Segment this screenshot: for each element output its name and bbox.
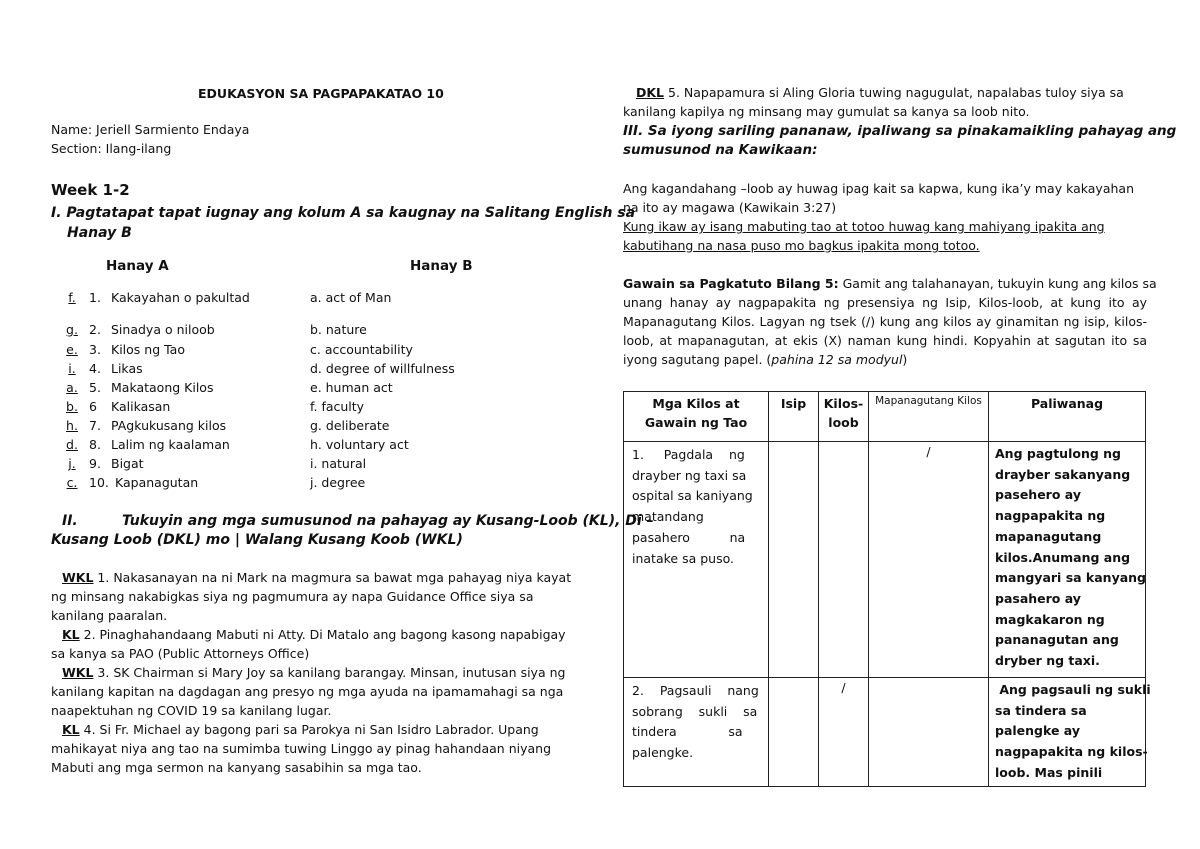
part2-item-line — [636, 85, 1124, 100]
part2-roman: II. — [62, 513, 78, 529]
cell-line: loob. Mas pinili — [995, 764, 1103, 780]
match-row — [55, 437, 311, 452]
gawain-line5 — [623, 352, 907, 367]
match-number: 4. — [89, 361, 101, 376]
part2-answer: KL — [62, 722, 80, 737]
hanay-b-item: e. human act — [310, 380, 393, 395]
kawikaan-answer-cont: kabutihang na nasa puso mo bagkus ipakita mong totoo. — [623, 238, 980, 253]
gawain-page-ref: pahina 12 sa modyul — [771, 352, 903, 367]
hanay-b-item: c. accountability — [310, 342, 413, 357]
header-mapanagutang: Mapanagutang Kilos — [869, 392, 989, 442]
part2-instruction: Tukuyin ang mga sumusunod na pahayag ay Kusang-Loob (KL), Di – — [122, 513, 654, 529]
match-row — [55, 290, 311, 305]
gawain-first-line — [623, 276, 1157, 291]
part2-text-cont: kanilang kapilya ng minsang may gumulat sa kanya sa loob nito. — [623, 104, 1030, 119]
row2-kilosloob: / — [819, 678, 869, 787]
gawain-line4: loob, at mapanagutan, at ekis (X) naman kung hindi. Kopyahin at sagutan ito sa — [623, 333, 1147, 348]
part2-text-cont: naapektuhan ng COVID 19 sa kanilang lugar. — [51, 703, 332, 718]
cell-line: ospital sa kaniyang — [632, 488, 753, 504]
cell-line: 2. Pagsauli nang — [632, 683, 759, 698]
match-row — [55, 475, 315, 490]
page-title: EDUKASYON SA PAGPAPAKATAO 10 — [198, 86, 444, 101]
hanay-a-item: Likas — [111, 361, 143, 376]
part2-text-cont: ng minsang nakabigkas siya ng pagmumura ay napa Guidance Office siya sa — [51, 589, 534, 604]
cell-line: matandang — [632, 509, 704, 525]
part2-text: 3. SK Chairman si Mary Joy sa kanilang barangay. Minsan, inutusan siya ng — [93, 665, 566, 680]
match-row — [55, 322, 311, 337]
kawikaan-answer: Kung ikaw ay isang mabuting tao at totoo huwag kang mahiyang ipakita ang — [623, 219, 1105, 234]
cell-line: sa tindera sa — [995, 702, 1087, 718]
table-header-row — [624, 392, 1146, 442]
header-kilos: Mga Kilos at Gawain ng Tao — [624, 392, 769, 442]
row2-isip — [769, 678, 819, 787]
part2-item-line — [62, 665, 565, 680]
student-name: Name: Jeriell Sarmiento Endaya — [51, 122, 250, 137]
part2-text: 5. Napapamura si Aling Gloria tuwing nagugulat, napalabas tuloy siya sa — [664, 85, 1124, 100]
part2-text-cont: mahikayat niya ang tao na sumimba tuwing Linggo ay pinag hahandaan niyang — [51, 741, 551, 756]
match-number: 6 — [89, 399, 97, 414]
table-row — [624, 678, 1146, 787]
match-answer: a. — [66, 380, 78, 395]
part3-instruction-cont: sumusunod na Kawikaan: — [623, 142, 818, 158]
header-isip: Isip — [769, 392, 819, 442]
hanay-b-item: d. degree of willfulness — [310, 361, 455, 376]
cell-line: pasehero ay — [995, 487, 1081, 503]
hanay-a-item: Lalim ng kaalaman — [111, 437, 230, 452]
match-answer: f. — [68, 290, 76, 305]
hanay-a-header: Hanay A — [106, 258, 169, 274]
match-answer: d. — [66, 437, 78, 452]
hanay-a-item: Kapanagutan — [115, 475, 199, 490]
match-number: 7. — [89, 418, 101, 433]
hanay-a-item: Sinadya o niloob — [111, 322, 215, 337]
cell-line: mapanagutang — [995, 528, 1102, 544]
match-answer: i. — [68, 361, 76, 376]
cell-line: drayber ng taxi sa — [632, 467, 747, 483]
hanay-b-item: b. nature — [310, 322, 367, 337]
hanay-a-item: Bigat — [111, 456, 144, 471]
row1-kilosloob — [819, 442, 869, 678]
match-number: 5. — [89, 380, 101, 395]
cell-line: palengke. — [632, 745, 694, 761]
part2-text-cont: Mabuti ang mga sermon na kanyang sasabihin sa mga tao. — [51, 760, 422, 775]
kawikaan-quote: Ang kagandahang –loob ay huwag ipag kait sa kapwa, kung ika’y may kakayahan — [623, 181, 1134, 196]
row1-paliwanag — [989, 442, 1146, 678]
match-number: 3. — [89, 342, 101, 357]
hanay-b-item: g. deliberate — [310, 418, 390, 433]
match-number: 10. — [89, 475, 109, 490]
match-row — [55, 456, 311, 471]
match-row — [55, 361, 311, 376]
part2-answer: WKL — [62, 665, 94, 680]
match-answer: e. — [66, 342, 78, 357]
match-answer: c. — [66, 475, 78, 490]
hanay-a-item: PAgkukusang kilos — [111, 418, 227, 433]
header-kilosloob: Kilos-loob — [819, 392, 869, 442]
cell-line: nagpapakita ng kilos- — [995, 744, 1148, 760]
row2-kilos — [624, 678, 769, 787]
week-heading: Week 1-2 — [51, 181, 130, 199]
match-answer: g. — [66, 322, 78, 337]
gawain-line1: Gamit ang talahanayan, tukuyin kung ang kilos sa — [838, 276, 1157, 291]
hanay-a-item: Kilos ng Tao — [111, 342, 185, 357]
cell-line: pasahero na — [632, 529, 746, 545]
match-number: 8. — [89, 437, 101, 452]
part2-answer: DKL — [636, 85, 665, 100]
gawain-label: Gawain sa Pagkatuto Bilang 5: — [623, 276, 839, 291]
gawain-last-prefix: iyong sagutang papel. ( — [623, 352, 772, 367]
part2-text-cont: sa kanya sa PAO (Public Attorneys Office) — [51, 646, 310, 661]
hanay-a-item: Makataong Kilos — [111, 380, 214, 395]
part2-text: 2. Pinaghahandaang Mabuti ni Atty. Di Matalo ang bagong kasong napabigay — [79, 627, 566, 642]
match-number: 1. — [89, 290, 101, 305]
part2-item-line — [62, 627, 566, 642]
match-row — [55, 380, 311, 395]
cell-line: drayber sakanyang — [995, 466, 1131, 482]
part2-text: 4. Si Fr. Michael ay bagong pari sa Parokya ni San Isidro Labrador. Upang — [79, 722, 539, 737]
row1-isip — [769, 442, 819, 678]
part2-answer: WKL — [62, 570, 94, 585]
cell-line: Ang pagtulong ng — [995, 446, 1121, 461]
cell-line: magkakaron ng — [995, 611, 1105, 627]
cell-line: nagpapakita ng — [995, 508, 1106, 524]
cell-line: Ang pagsauli ng sukli — [995, 682, 1151, 697]
cell-line: 1. Pagdala ng — [632, 447, 745, 462]
cell-line: tindera sa — [632, 724, 743, 740]
match-row — [55, 399, 311, 414]
part1-instruction-cont: Hanay B — [67, 225, 132, 241]
match-number: 9. — [89, 456, 101, 471]
match-answer: j. — [68, 456, 76, 471]
row1-kilos — [624, 442, 769, 678]
match-row — [55, 418, 311, 433]
hanay-b-item: a. act of Man — [310, 290, 392, 305]
cell-line: dryber ng taxi. — [995, 653, 1100, 669]
cell-line: kilos.Anumang ang — [995, 549, 1131, 565]
hanay-b-header: Hanay B — [410, 258, 473, 274]
cell-line: mangyari sa kanyang — [995, 570, 1146, 586]
hanay-b-item: j. degree — [310, 475, 366, 490]
match-answer: b. — [66, 399, 78, 414]
cell-line: sobrang sukli sa — [632, 703, 758, 719]
gawain-line3: Mapanagutang Kilos. Lagyan ng tsek (/) kung ang kilos ay ginamitan ng isip, kilos- — [623, 314, 1147, 329]
part2-item-line — [62, 722, 539, 737]
hanay-b-item: i. natural — [310, 456, 367, 471]
part1-instruction: I. Pagtatapat tapat iugnay ang kolum A sa kaugnay na Salitang English sa — [51, 205, 636, 221]
part2-text-cont: kanilang paaralan. — [51, 608, 168, 623]
cell-line: pananagutan ang — [995, 632, 1119, 648]
row1-mapanagutang: / — [869, 442, 989, 678]
part2-item-line — [62, 570, 571, 585]
hanay-a-item: Kakayahan o pakultad — [111, 290, 250, 305]
header-paliwanag: Paliwanag — [989, 392, 1146, 442]
match-row — [55, 342, 311, 357]
hanay-b-item: f. faculty — [310, 399, 365, 414]
cell-line: pasahero ay — [995, 590, 1081, 606]
match-number: 2. — [89, 322, 101, 337]
row2-mapanagutang — [869, 678, 989, 787]
gawain-last-suffix: ) — [902, 352, 908, 367]
hanay-a-item: Kalikasan — [111, 399, 171, 414]
cell-line: inatake sa puso. — [632, 550, 734, 566]
student-section: Section: Ilang-ilang — [51, 141, 172, 156]
part2-answer: KL — [62, 627, 80, 642]
row2-paliwanag — [989, 678, 1151, 787]
gawain-line2: unang hanay ay nagpapakita ng presensiya ng Isip, Kilos-loob, at kung ito ay — [623, 295, 1147, 310]
gawain-table — [623, 391, 1151, 787]
table-row — [624, 442, 1146, 678]
part2-text-cont: kanilang kapitan na dagdagan ang presyo ng mga ayuda na ipamamahagi sa nga — [51, 684, 564, 699]
part2-instruction-cont: Kusang Loob (DKL) mo | Walang Kusang Koob (WKL) — [51, 532, 463, 548]
part3-instruction: III. Sa iyong sariling pananaw, ipaliwang sa pinakamaikling pahayag ang — [623, 123, 1177, 139]
hanay-b-item: h. voluntary act — [310, 437, 409, 452]
match-answer: h. — [66, 418, 78, 433]
part2-text: 1. Nakasanayan na ni Mark na magmura sa bawat mga pahayag niya kayat — [93, 570, 572, 585]
cell-line: palengke ay — [995, 723, 1080, 739]
kawikaan-quote-cont: na ito ay magawa (Kawikain 3:27) — [623, 200, 837, 215]
